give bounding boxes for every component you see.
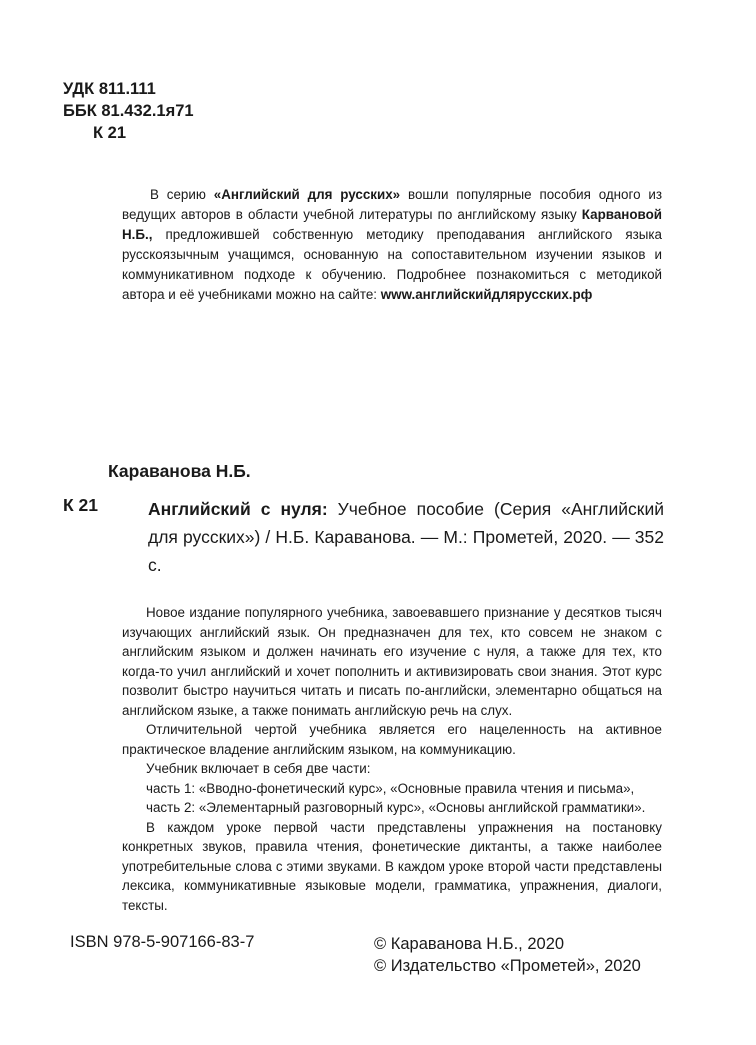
series-name: «Английский для русских» — [213, 187, 401, 202]
catalog-code: К 21 — [63, 495, 99, 515]
series-text-3: предложившей собственную методику преподавания английского языка русскоязычным учащимся, основанную на сопоставительном изучении языков и коммуникативном подходе к обучению. Подробнее познакомиться с методикой автора и её учебниками можно на сайте: — [122, 227, 662, 302]
catalog-entry — [148, 495, 664, 579]
annotation — [122, 603, 662, 915]
series-website: www.английскийдлярусских.рф — [380, 287, 593, 302]
series-paragraph — [122, 185, 662, 305]
copyright-publisher: © Издательство «Прометей», 2020 — [374, 957, 641, 975]
book-title: Английский с нуля: — [148, 499, 328, 519]
series-note — [122, 185, 662, 305]
copyright-author: © Караванова Н.Б., 2020 — [374, 935, 565, 953]
series-text-1: В серию — [150, 187, 214, 202]
book-description: Учебное пособие (Серия «Английский для русских») / Н.Б. Караванова. — М.: Прометей, 2020. — 352 с. — [148, 499, 664, 575]
isbn: ISBN 978-5-907166-83-7 — [70, 933, 255, 951]
series-author-name: Карвановой Н.Б., — [122, 207, 662, 242]
catalog-author: Караванова Н.Б. — [108, 461, 251, 481]
annotation-paragraph-2: Отличительной чертой учебника является его нацеленность на активное практическое владение английским языком, на коммуникацию. — [122, 722, 662, 757]
classification-codes — [63, 78, 194, 144]
annotation-paragraph-1: Новое издание популярного учебника, завоевавшего признание у десятков тысяч изучающих английский язык. Он предназначен для тех, кто совсем не знаком с английским языком и должен начинать его изучение с нуля, а также для тех, кто когда-то учил английский и хочет пополнить и активизировать свои знания. Этот курс позволит быстро научиться читать и писать по-английски, элементарно общаться на английском языке, а также понимать английскую речь на слух. — [122, 605, 662, 718]
copyrights — [374, 933, 641, 977]
author-mark: К 21 — [93, 124, 127, 142]
annotation-paragraph-3: Учебник включает в себя две части: — [146, 761, 371, 776]
udk-code: УДК 811.111 — [63, 80, 156, 98]
bbk-code: ББК 81.432.1я71 — [63, 102, 194, 120]
annotation-paragraph-5: часть 2: «Элементарный разговорный курс», «Основы английской грамматики». — [146, 800, 646, 815]
annotation-paragraph-4: часть 1: «Вводно-фонетический курс», «Основные правила чтения и письма», — [146, 780, 635, 796]
series-text-2: вошли популярные пособия одного из ведущих авторов в области учебной литературы по английскому языку — [122, 187, 662, 222]
annotation-paragraph-6: В каждом уроке первой части представлены упражнения на постановку конкретных звуков, правила чтения, фонетические диктанты, а также наиболее употребительные слова с этими звуками. В каждом уроке второй части представлены лексика, коммуникативные языковые модели, грамматика, упражнения, диалоги, тексты. — [122, 819, 662, 913]
